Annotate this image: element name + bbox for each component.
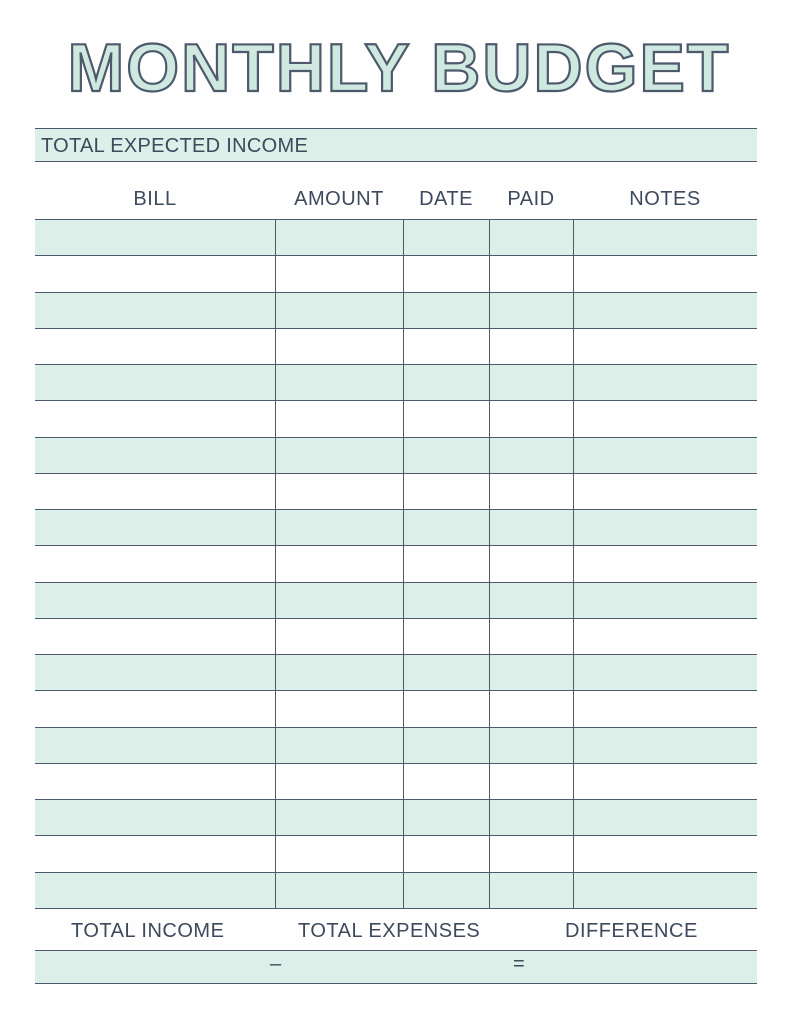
totals-labels	[35, 916, 757, 950]
cell-notes[interactable]	[573, 292, 757, 328]
row-divider	[35, 835, 757, 836]
column-divider	[573, 219, 574, 908]
table-row	[35, 727, 757, 763]
column-header-notes: NOTES	[629, 188, 701, 210]
cell-paid[interactable]	[489, 727, 573, 763]
row-divider	[35, 799, 757, 800]
cell-paid[interactable]	[489, 400, 573, 436]
cell-date[interactable]	[403, 364, 489, 400]
cell-amount[interactable]	[275, 835, 403, 871]
cell-date[interactable]	[403, 872, 489, 908]
cell-bill[interactable]	[35, 545, 275, 581]
column-header-date: DATE	[419, 188, 473, 210]
cell-paid[interactable]	[489, 364, 573, 400]
cell-bill[interactable]	[35, 763, 275, 799]
cell-notes[interactable]	[573, 835, 757, 871]
cell-amount[interactable]	[275, 364, 403, 400]
cell-notes[interactable]	[573, 727, 757, 763]
cell-notes[interactable]	[573, 473, 757, 509]
cell-date[interactable]	[403, 437, 489, 473]
cell-bill[interactable]	[35, 364, 275, 400]
cell-bill[interactable]	[35, 582, 275, 618]
column-divider	[489, 219, 490, 908]
cell-bill[interactable]	[35, 509, 275, 545]
total-expected-income-label: TOTAL EXPECTED INCOME	[41, 135, 309, 157]
cell-amount[interactable]	[275, 690, 403, 726]
budget-table	[35, 219, 757, 908]
cell-bill[interactable]	[35, 219, 275, 255]
cell-paid[interactable]	[489, 872, 573, 908]
table-row	[35, 473, 757, 509]
cell-amount[interactable]	[275, 292, 403, 328]
cell-date[interactable]	[403, 835, 489, 871]
table-row	[35, 292, 757, 328]
table-row	[35, 509, 757, 545]
cell-paid[interactable]	[489, 255, 573, 291]
row-divider	[35, 364, 757, 365]
cell-bill[interactable]	[35, 400, 275, 436]
total-expenses-label: TOTAL EXPENSES	[298, 920, 481, 942]
cell-date[interactable]	[403, 509, 489, 545]
cell-paid[interactable]	[489, 473, 573, 509]
cell-date[interactable]	[403, 255, 489, 291]
cell-paid[interactable]	[489, 545, 573, 581]
cell-date[interactable]	[403, 328, 489, 364]
cell-notes[interactable]	[573, 509, 757, 545]
column-divider	[275, 219, 276, 908]
cell-notes[interactable]	[573, 690, 757, 726]
cell-paid[interactable]	[489, 292, 573, 328]
cell-amount[interactable]	[275, 437, 403, 473]
table-row	[35, 328, 757, 364]
cell-date[interactable]	[403, 654, 489, 690]
row-divider	[35, 654, 757, 655]
cell-amount[interactable]	[275, 654, 403, 690]
table-row	[35, 364, 757, 400]
cell-paid[interactable]	[489, 654, 573, 690]
cell-date[interactable]	[403, 618, 489, 654]
row-divider	[35, 292, 757, 293]
column-headers	[35, 186, 757, 216]
row-divider	[35, 328, 757, 329]
cell-notes[interactable]	[573, 437, 757, 473]
cell-notes[interactable]	[573, 545, 757, 581]
cell-bill[interactable]	[35, 328, 275, 364]
table-row	[35, 872, 757, 908]
table-row	[35, 835, 757, 871]
table-row	[35, 654, 757, 690]
cell-amount[interactable]	[275, 872, 403, 908]
table-row	[35, 255, 757, 291]
cell-paid[interactable]	[489, 690, 573, 726]
cell-date[interactable]	[403, 292, 489, 328]
minus-sign: –	[270, 953, 282, 975]
cell-notes[interactable]	[573, 219, 757, 255]
table-row	[35, 763, 757, 799]
table-row	[35, 545, 757, 581]
total-expected-income-field[interactable]	[35, 128, 757, 162]
cell-date[interactable]	[403, 763, 489, 799]
row-divider	[35, 509, 757, 510]
row-divider	[35, 872, 757, 873]
row-divider	[35, 437, 757, 438]
title-text: MONTHLY BUDGET	[67, 30, 731, 106]
table-row	[35, 690, 757, 726]
cell-paid[interactable]	[489, 763, 573, 799]
cell-notes[interactable]	[573, 872, 757, 908]
cell-amount[interactable]	[275, 473, 403, 509]
cell-amount[interactable]	[275, 727, 403, 763]
row-divider	[35, 255, 757, 256]
cell-bill[interactable]	[35, 292, 275, 328]
cell-bill[interactable]	[35, 727, 275, 763]
cell-notes[interactable]	[573, 618, 757, 654]
cell-notes[interactable]	[573, 364, 757, 400]
cell-paid[interactable]	[489, 219, 573, 255]
cell-paid[interactable]	[489, 582, 573, 618]
page-title	[0, 28, 792, 108]
cell-notes[interactable]	[573, 763, 757, 799]
cell-notes[interactable]	[573, 328, 757, 364]
cell-notes[interactable]	[573, 799, 757, 835]
cell-amount[interactable]	[275, 545, 403, 581]
cell-bill[interactable]	[35, 654, 275, 690]
totals-field[interactable]	[35, 950, 757, 984]
table-row	[35, 582, 757, 618]
difference-label: DIFFERENCE	[565, 920, 698, 942]
cell-date[interactable]	[403, 400, 489, 436]
cell-amount[interactable]	[275, 219, 403, 255]
cell-bill[interactable]	[35, 872, 275, 908]
cell-date[interactable]	[403, 690, 489, 726]
cell-amount[interactable]	[275, 400, 403, 436]
table-row	[35, 400, 757, 436]
total-income-label: TOTAL INCOME	[71, 920, 225, 942]
row-divider	[35, 400, 757, 401]
cell-bill[interactable]	[35, 473, 275, 509]
cell-paid[interactable]	[489, 799, 573, 835]
cell-amount[interactable]	[275, 509, 403, 545]
cell-bill[interactable]	[35, 835, 275, 871]
cell-amount[interactable]	[275, 799, 403, 835]
cell-notes[interactable]	[573, 582, 757, 618]
row-divider	[35, 473, 757, 474]
cell-notes[interactable]	[573, 654, 757, 690]
column-header-amount: AMOUNT	[294, 188, 384, 210]
row-divider	[35, 545, 757, 546]
cell-bill[interactable]	[35, 255, 275, 291]
cell-date[interactable]	[403, 545, 489, 581]
row-divider	[35, 908, 757, 909]
row-divider	[35, 219, 757, 220]
cell-date[interactable]	[403, 799, 489, 835]
table-row	[35, 618, 757, 654]
cell-paid[interactable]	[489, 437, 573, 473]
cell-paid[interactable]	[489, 618, 573, 654]
cell-date[interactable]	[403, 582, 489, 618]
cell-bill[interactable]	[35, 437, 275, 473]
cell-paid[interactable]	[489, 835, 573, 871]
cell-bill[interactable]	[35, 618, 275, 654]
row-divider	[35, 618, 757, 619]
row-divider	[35, 727, 757, 728]
row-divider	[35, 763, 757, 764]
cell-paid[interactable]	[489, 328, 573, 364]
row-divider	[35, 690, 757, 691]
column-divider	[403, 219, 404, 908]
cell-amount[interactable]	[275, 582, 403, 618]
equals-sign: =	[513, 953, 525, 975]
cell-notes[interactable]	[573, 255, 757, 291]
table-row	[35, 219, 757, 255]
table-row	[35, 437, 757, 473]
cell-bill[interactable]	[35, 799, 275, 835]
row-divider	[35, 582, 757, 583]
column-header-bill: BILL	[133, 188, 177, 210]
column-header-paid: PAID	[507, 188, 555, 210]
cell-date[interactable]	[403, 727, 489, 763]
cell-notes[interactable]	[573, 400, 757, 436]
cell-date[interactable]	[403, 473, 489, 509]
table-row	[35, 799, 757, 835]
cell-amount[interactable]	[275, 255, 403, 291]
cell-paid[interactable]	[489, 509, 573, 545]
cell-date[interactable]	[403, 219, 489, 255]
cell-amount[interactable]	[275, 328, 403, 364]
cell-amount[interactable]	[275, 618, 403, 654]
cell-bill[interactable]	[35, 690, 275, 726]
cell-amount[interactable]	[275, 763, 403, 799]
